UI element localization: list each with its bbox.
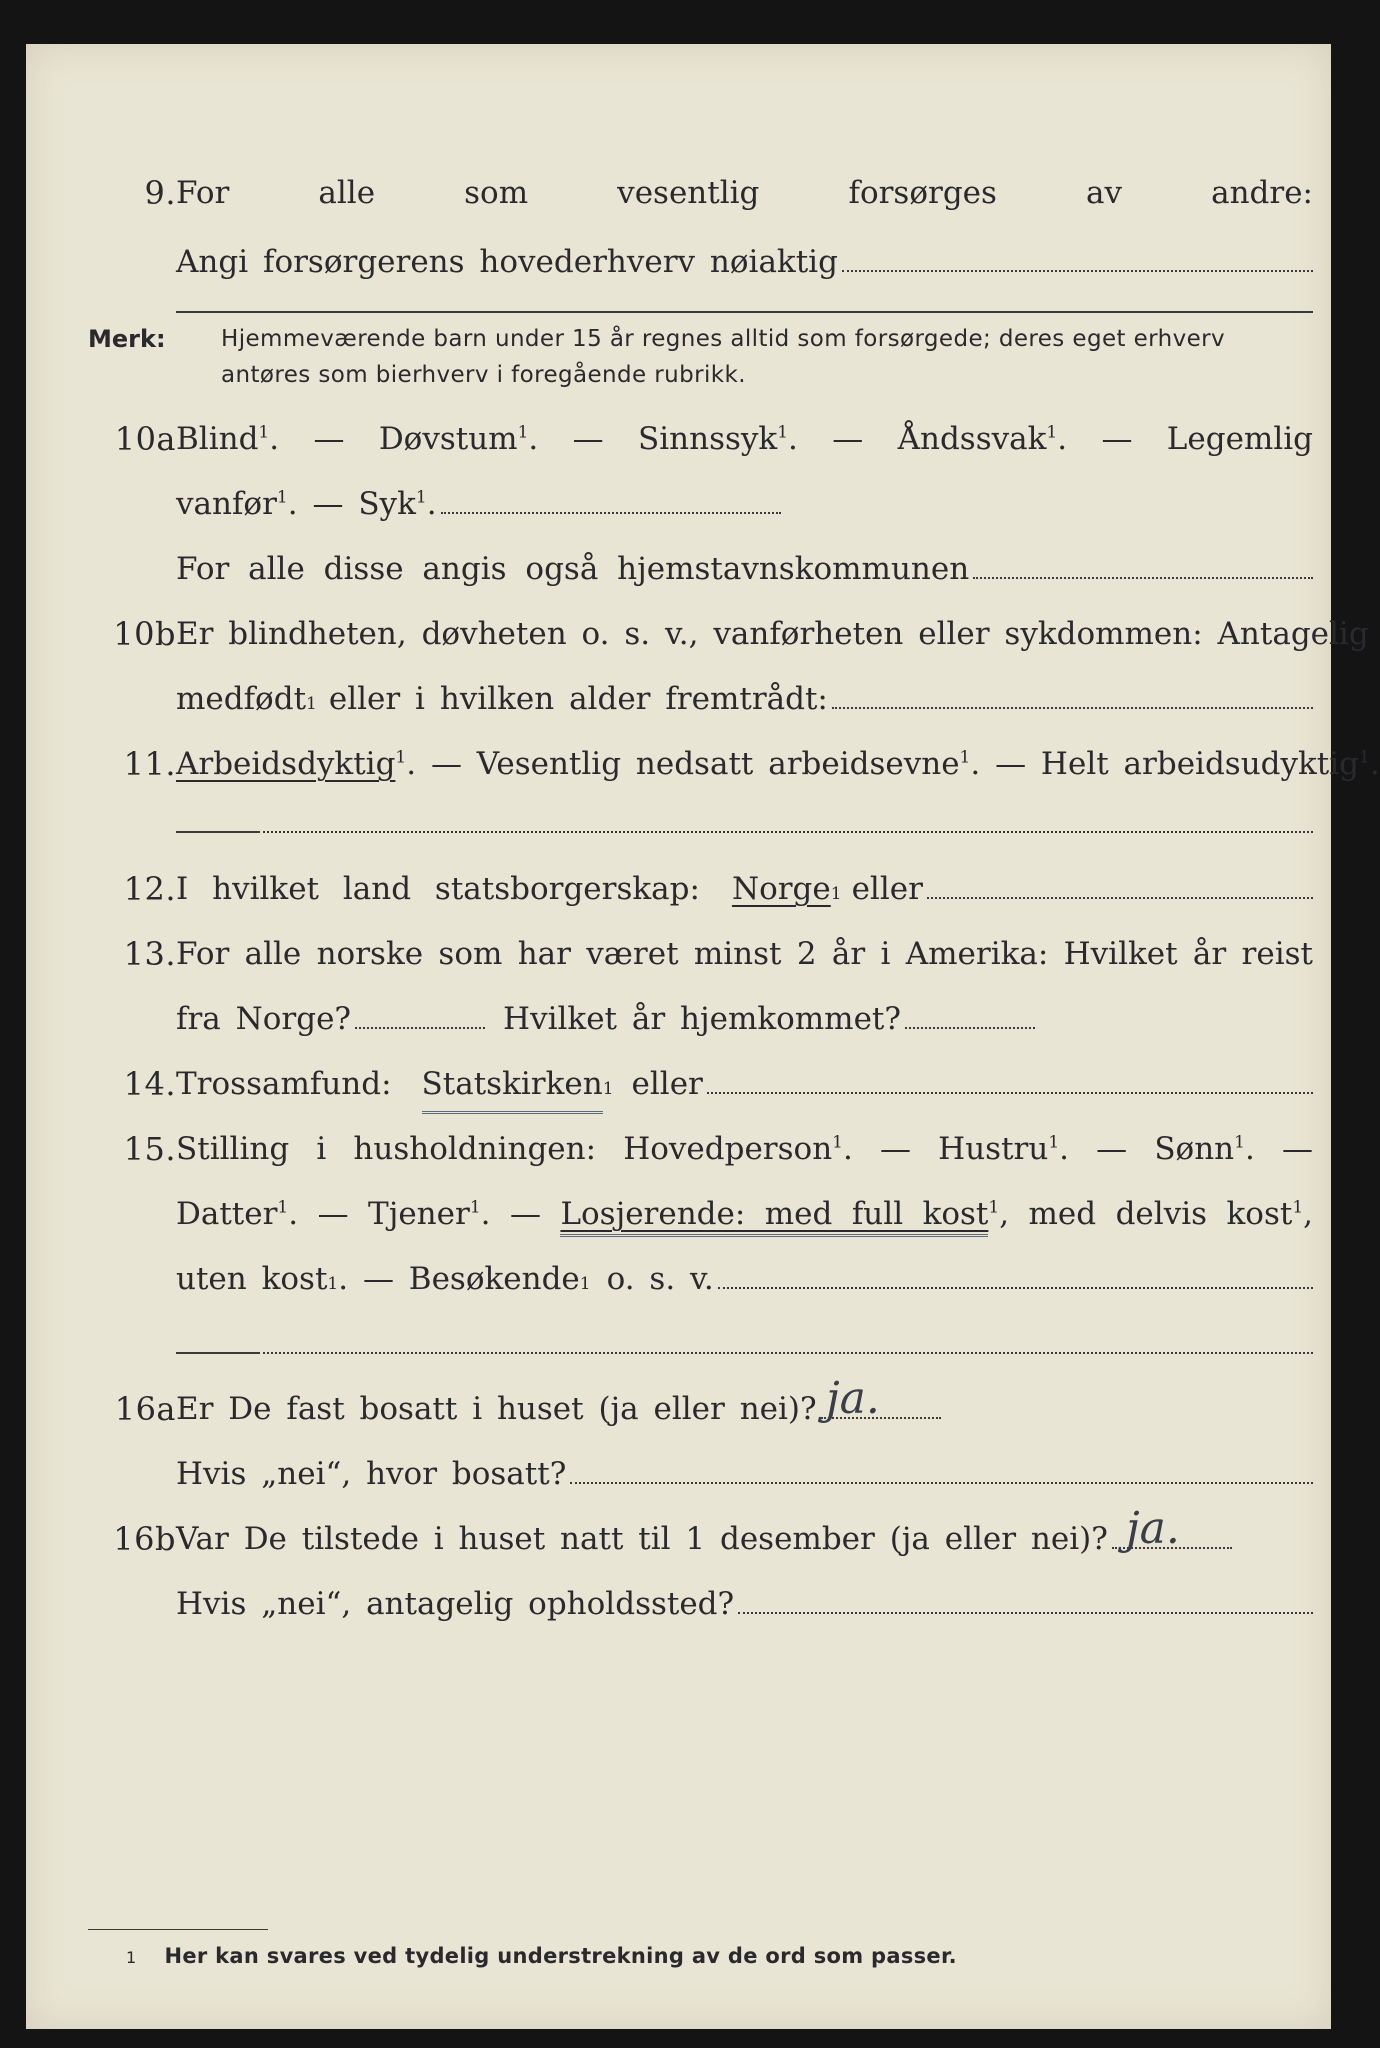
question-number: 10b xyxy=(113,615,176,653)
question-text: o. s. v. xyxy=(606,1261,714,1297)
question-number: 11. xyxy=(123,745,176,783)
question-text: Hvis „nei“, hvor bosatt? xyxy=(176,1456,567,1492)
period: . xyxy=(1369,746,1380,782)
question-text: For alle norske som har været minst 2 år i Amerika: Hvilket år reist xyxy=(176,936,1313,972)
question-text: eller i hvilken alder fremtrådt: xyxy=(328,681,828,717)
separator: . — xyxy=(1244,1131,1313,1167)
separator: . — xyxy=(480,1196,561,1232)
option-andssvak[interactable]: — Åndssvak xyxy=(832,421,1047,457)
footnote-text: Her kan svares ved tydelig understrekning av de ord som passer. xyxy=(164,1944,957,1968)
footnote-mark: 1 xyxy=(517,422,529,443)
option-statskirken[interactable]: Statskirken xyxy=(422,1059,603,1114)
question-text: Hvis „nei“, antagelig opholdssted? xyxy=(176,1586,735,1622)
footnote-mark: 1 xyxy=(395,747,407,768)
question-10b xyxy=(26,609,1369,659)
option-helt-arbeidsudyktig[interactable]: . — Helt arbeidsudyktig xyxy=(970,746,1360,782)
footnote-mark: 1 xyxy=(1359,747,1370,768)
question-text: For alle disse angis også hjemstavnskommunen xyxy=(176,551,970,587)
footnote-mark: 1 xyxy=(1234,1132,1245,1153)
option-vanfor[interactable]: vanfør xyxy=(176,486,277,522)
question-13 xyxy=(26,929,1331,979)
footnote-mark: 1 xyxy=(832,1132,843,1153)
question-text: eller xyxy=(631,1066,703,1102)
option-legemlig[interactable]: — Legemlig xyxy=(1101,421,1313,457)
answer-field-year-return[interactable] xyxy=(905,1023,1035,1029)
option-dovstum[interactable]: — Døvstum xyxy=(313,421,518,457)
question-16a xyxy=(26,1384,1331,1434)
question-number: 13. xyxy=(123,935,176,973)
answer-field-year-left[interactable] xyxy=(355,1023,485,1029)
answer-field[interactable] xyxy=(570,1478,1313,1484)
option-datter[interactable]: Datter xyxy=(176,1196,278,1232)
handwritten-answer: ja. xyxy=(826,1373,880,1424)
answer-field[interactable] xyxy=(441,508,781,514)
option-uten-kost[interactable]: uten kost xyxy=(176,1261,328,1297)
footnote-mark: 1 xyxy=(1046,422,1058,443)
footnote-mark: 1 xyxy=(988,1197,1000,1218)
question-13-line-2 xyxy=(26,994,1331,1044)
question-text: eller xyxy=(851,871,923,907)
option-vesentlig-nedsatt[interactable]: . — Vesentlig nedsatt arbeidsevne xyxy=(406,746,960,782)
note-text-line-2: antøres som bierhverv i foregående rubrikk. xyxy=(221,362,746,388)
footnote-mark: 1 xyxy=(777,422,789,443)
question-number: 16a xyxy=(114,1390,176,1428)
answer-line-solid[interactable] xyxy=(176,1352,258,1354)
question-12: 12. I hvilket land statsborgerskap: Norge 1 eller xyxy=(26,864,1331,914)
option-medfodt[interactable]: medfødt xyxy=(176,681,307,717)
question-text: Er De fast bosatt i huset (ja eller nei)? xyxy=(176,1391,817,1427)
option-tjener[interactable]: . — Tjener xyxy=(288,1196,470,1232)
footnote-mark: 1 xyxy=(1292,1197,1304,1218)
option-hustru[interactable]: . — Hustru xyxy=(843,1131,1049,1167)
answer-field[interactable] xyxy=(738,1608,1313,1614)
question-9-line-2 xyxy=(26,237,1331,287)
question-14: 14. Trossamfund: Statskirken 1 eller xyxy=(26,1059,1331,1109)
question-15-line-2 xyxy=(26,1189,1331,1239)
footnote-mark: 1 xyxy=(415,487,427,508)
note-text-line-1: Hjemmeværende barn under 15 år regnes alltid som forsørgede; deres eget erhverv xyxy=(221,326,1226,352)
question-text: I hvilket land statsborgerskap: xyxy=(176,871,700,907)
question-9 xyxy=(26,168,1331,218)
option-norge[interactable]: Norge xyxy=(731,871,831,907)
question-text: Trossamfund: xyxy=(176,1066,392,1102)
question-11 xyxy=(26,739,1380,789)
question-16b-line-2 xyxy=(26,1579,1331,1629)
question-text: Angi forsørgerens hovederhverv nøiaktig xyxy=(176,244,838,280)
footnote-mark: 1 xyxy=(469,1197,481,1218)
question-text: Blind$^1$. — Døvstum$^1$. — Sinnssyk$^1$. — Åndssvak$^1$. — Legemlig xyxy=(176,421,1313,457)
answer-field[interactable] xyxy=(707,1088,1313,1094)
question-text: Var De tilstede i huset natt til 1 desember (ja eller nei)? xyxy=(176,1521,1108,1557)
question-text: For alle som vesentlig forsørges av andre: xyxy=(176,175,1313,211)
question-15 xyxy=(26,1124,1331,1174)
question-text: Hvilket år hjemkommet? xyxy=(503,1001,902,1037)
option-delvis-kost[interactable]: , med delvis kost xyxy=(999,1196,1293,1232)
answer-line-solid[interactable] xyxy=(176,831,258,833)
question-15-line-3: uten kost 1 . — Besøkende 1 o. s. v. xyxy=(26,1254,1331,1304)
footnote-mark: 1 xyxy=(959,747,971,768)
note-label: Merk: xyxy=(88,325,166,353)
footnote-mark: 1 xyxy=(258,422,270,443)
question-text: fra Norge? xyxy=(176,1001,352,1037)
answer-line[interactable] xyxy=(176,311,1313,313)
question-10a-line-2 xyxy=(26,479,1331,529)
option-arbeidsdyktig[interactable]: Arbeidsdyktig xyxy=(176,746,396,782)
question-number: 12. xyxy=(123,870,176,908)
question-number: 10a xyxy=(114,420,176,458)
question-text xyxy=(176,739,1380,789)
footnote-mark: 1 xyxy=(276,487,288,508)
option-losjerende-full-kost[interactable]: Losjerende: med full kost xyxy=(560,1196,988,1237)
question-number: 9. xyxy=(144,174,176,212)
question-number: 14. xyxy=(123,1065,176,1103)
answer-line[interactable] xyxy=(258,1352,1313,1354)
answer-line[interactable] xyxy=(258,831,1313,833)
question-text xyxy=(176,1189,1313,1239)
question-10a xyxy=(26,414,1331,464)
answer-field[interactable] xyxy=(842,266,1313,272)
option-syk[interactable]: — Syk xyxy=(312,486,416,522)
comma: , xyxy=(1303,1196,1314,1232)
footnote xyxy=(126,1944,957,1968)
answer-field[interactable] xyxy=(973,573,1313,579)
option-blind[interactable]: Blind xyxy=(176,421,259,457)
footnote-mark: 1 xyxy=(277,1197,289,1218)
answer-field[interactable] xyxy=(718,1283,1313,1289)
answer-field[interactable] xyxy=(927,893,1313,899)
question-10a-line-3 xyxy=(26,544,1331,594)
footnote-mark: 1 xyxy=(1048,1132,1060,1153)
handwritten-answer: ja. xyxy=(1126,1503,1180,1554)
question-text: vanfør$^1$. — Syk$^1$. xyxy=(176,479,1313,529)
footnote-divider xyxy=(88,1929,268,1930)
question-16a-line-2 xyxy=(26,1449,1331,1499)
option-besokende[interactable]: . — Besøkende xyxy=(338,1261,580,1297)
question-text xyxy=(176,1124,1313,1174)
option-hovedperson[interactable]: Stilling i husholdningen: Hovedperson xyxy=(176,1131,833,1167)
question-number: 16b xyxy=(113,1520,176,1558)
question-text: Er blindheten, døvheten o. s. v., vanførheten eller sykdommen: Antagelig xyxy=(176,616,1369,652)
option-sinnssyk[interactable]: — Sinnssyk xyxy=(572,421,778,457)
footnote-mark: 1 xyxy=(126,1948,137,1967)
question-10b-line-2: medfødt 1 eller i hvilken alder fremtrådt: xyxy=(26,674,1331,724)
census-form-page xyxy=(26,44,1380,2029)
question-number: 15. xyxy=(123,1130,176,1168)
option-sonn[interactable]: . — Sønn xyxy=(1059,1131,1235,1167)
answer-field[interactable] xyxy=(832,703,1313,709)
